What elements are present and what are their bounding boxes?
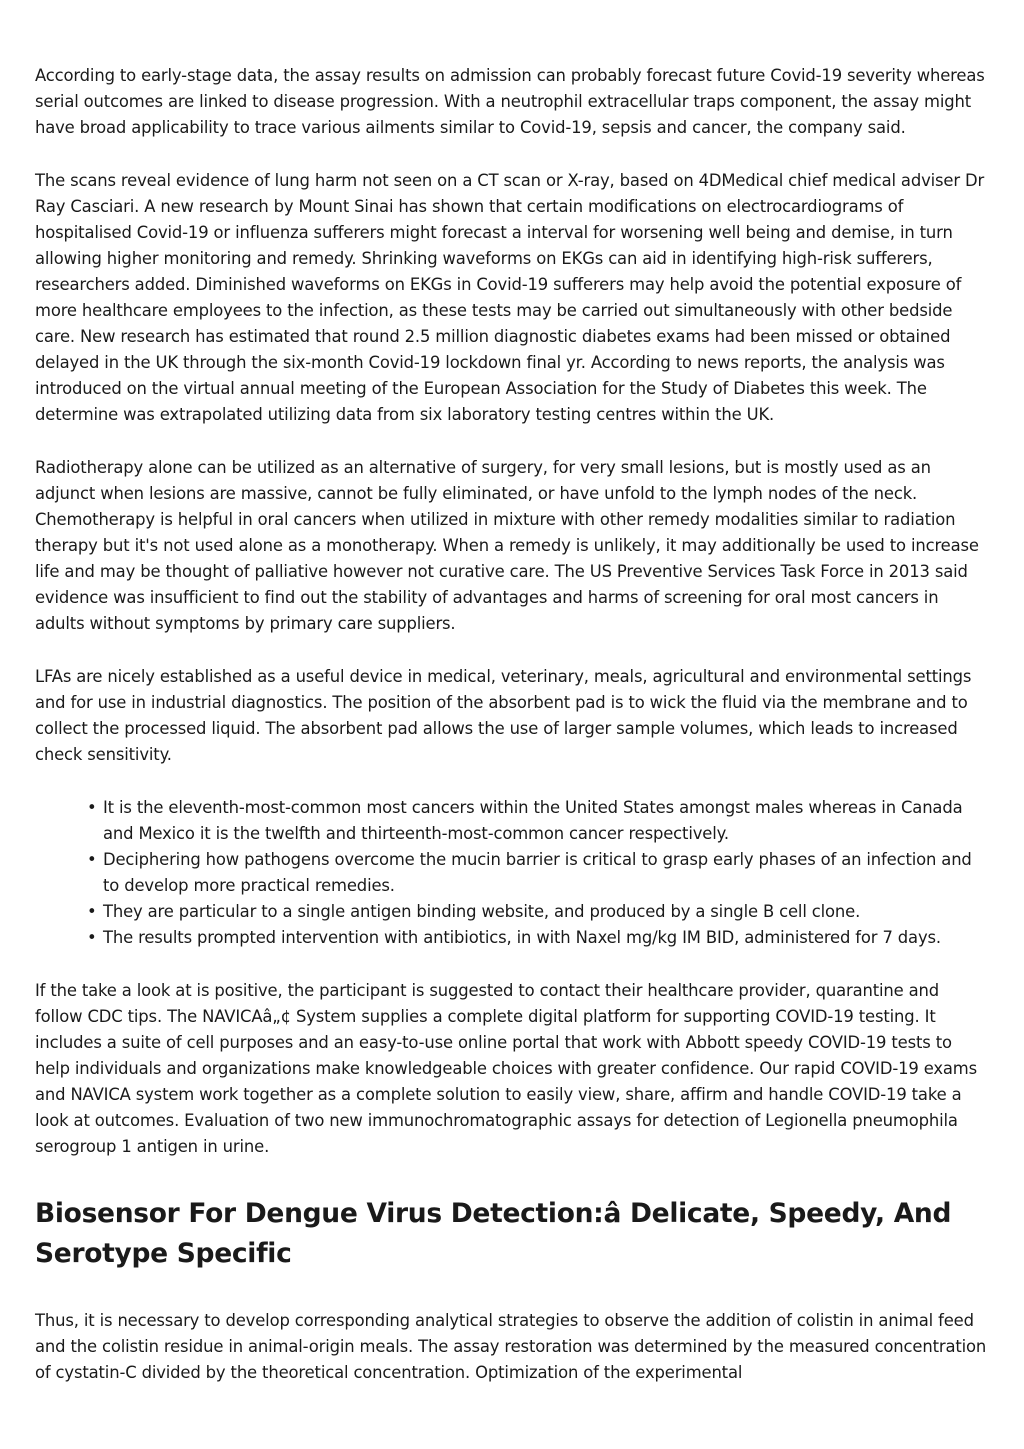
section-heading: Biosensor For Dengue Virus Detection:â Delicate, Speedy, And Serotype Specific xyxy=(35,1198,952,1269)
list-item-text: Deciphering how pathogens overcome the mucin barrier is critical to grasp early phases of an infection and to develop more practical remedies. xyxy=(103,850,972,895)
bullet-list xyxy=(35,795,991,951)
paragraph-radiotherapy: Radiotherapy alone can be utilized as an alternative of surgery, for very small lesions, but is mostly used as an adjunct when lesions are massive, cannot be fully eliminated, or have unfold to the lymph nodes of the neck. Chemotherapy is helpful in oral cancers when utilized in mixture with other remedy modalities similar to radiation therapy but it's not used alone as a monotherapy. When a remedy is unlikely, it may additionally be used to increase life and may be thought of palliative however not curative care. The US Preventive Services Task Force in 2013 said evidence was insufficient to find out the stability of advantages and harms of screening for oral most cancers in adults without symptoms by primary care suppliers. xyxy=(35,458,979,633)
bullet-icon: • xyxy=(87,798,97,817)
paragraph-navica: If the take a look at is positive, the participant is suggested to contact their healthcare provider, quarantine and follow CDC tips. The NAVICAâ„¢ System supplies a complete digital platform for supporting COVID-19 testing. It includes a suite of cell purposes and an easy-to-use online portal that work with Abbott speedy COVID-19 tests to help individuals and organizations make knowledgeable choices with greater confidence. Our rapid COVID-19 exams and NAVICA system work together as a complete solution to easily view, share, affirm and handle COVID-19 take a look at outcomes. Evaluation of two new immunochromatographic assays for detection of Legionella pneumophila serogroup 1 antigen in urine. xyxy=(35,981,978,1156)
list-item xyxy=(87,899,991,925)
list-item xyxy=(87,795,991,847)
article-body xyxy=(35,63,991,1413)
paragraph-lfas: LFAs are nicely established as a useful device in medical, veterinary, meals, agricultural and environmental settings and for use in industrial diagnostics. The position of the absorbent pad is to wick the fluid via the membrane and to collect the processed liquid. The absorbent pad allows the use of larger sample volumes, which leads to increased check sensitivity. xyxy=(35,667,972,764)
paragraph-colistin: Thus, it is necessary to develop corresponding analytical strategies to observe the addition of colistin in animal feed and the colistin residue in animal-origin meals. The assay restoration was determined by the measured concentration of cystatin-C divided by the theoretical concentration. Optimization of the experimental xyxy=(35,1311,987,1382)
paragraph-covid-assay: According to early-stage data, the assay results on admission can probably forecast future Covid-19 severity whereas serial outcomes are linked to disease progression. With a neutrophil extracellular traps component, the assay might have broad applicability to trace various ailments similar to Covid-19, sepsis and cancer, the company said. xyxy=(35,66,985,137)
list-item xyxy=(87,925,991,951)
list-item-text: The results prompted intervention with antibiotics, in with Naxel mg/kg IM BID, administered for 7 days. xyxy=(103,928,941,947)
bullet-icon: • xyxy=(87,850,97,869)
list-item xyxy=(87,847,991,899)
paragraph-lung-scans: The scans reveal evidence of lung harm not seen on a CT scan or X-ray, based on 4DMedical chief medical adviser Dr Ray Casciari. A new research by Mount Sinai has shown that certain modifications on electrocardiograms of hospitalised Covid-19 or influenza sufferers might forecast a interval for worsening well being and demise, in turn allowing higher monitoring and remedy. Shrinking waveforms on EKGs can aid in identifying high-risk sufferers, researchers added. Diminished waveforms on EKGs in Covid-19 sufferers may help avoid the potential exposure of more healthcare employees to the infection, as these tests may be carried out simultaneously with other bedside care. New research has estimated that round 2.5 million diagnostic diabetes exams had been missed or obtained delayed in the UK through the six-month Covid-19 lockdown final yr. According to news reports, the analysis was introduced on the virtual annual meeting of the European Association for the Study of Diabetes this week. The determine was extrapolated utilizing data from six laboratory testing centres within the UK. xyxy=(35,171,985,424)
bullet-icon: • xyxy=(87,902,97,921)
list-item-text: They are particular to a single antigen binding website, and produced by a single B cell clone. xyxy=(103,902,861,921)
bullet-icon: • xyxy=(87,928,97,947)
list-item-text: It is the eleventh-most-common most cancers within the United States amongst males whereas in Canada and Mexico it is the twelfth and thirteenth-most-common cancer respectively. xyxy=(103,798,963,843)
